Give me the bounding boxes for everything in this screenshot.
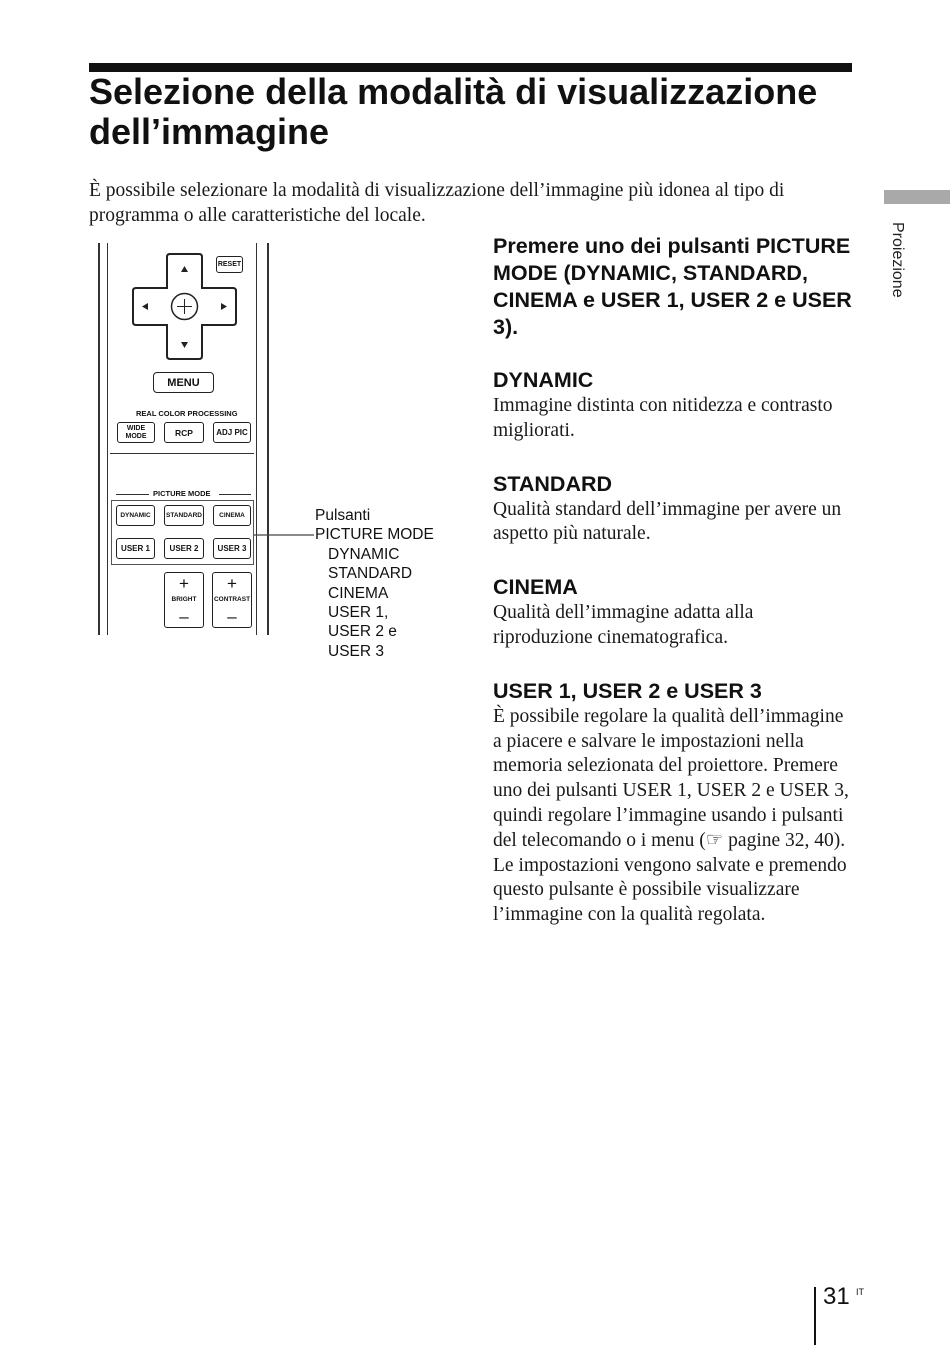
picture-mode-rule-left	[116, 494, 149, 495]
picture-mode-callout	[315, 506, 434, 661]
mode-dynamic	[493, 367, 853, 444]
page-number: 31	[823, 1283, 850, 1310]
contrast-plus-icon: +	[227, 574, 237, 593]
user3-button[interactable]: USER 3	[213, 538, 251, 559]
wide-mode-line2: MODE	[125, 432, 147, 440]
contrast-label: CONTRAST	[213, 596, 251, 603]
dynamic-button[interactable]: DYNAMIC	[116, 505, 155, 526]
adj-pic-button[interactable]: ADJ PIC	[213, 422, 251, 443]
bright-label: BRIGHT	[171, 596, 197, 603]
callout-line-8: USER 3	[328, 642, 384, 660]
intro-paragraph: È possibile selezionare la modalità di visualizzazione dell’immagine più idonea al tipo di programma o alle caratteristiche del locale.	[89, 180, 785, 226]
mode-heading: DYNAMIC	[493, 368, 594, 392]
callout-leader-line	[250, 525, 320, 550]
picture-mode-rule-right	[219, 494, 251, 495]
wide-mode-line1: WIDE	[126, 425, 146, 432]
user1-button[interactable]: USER 1	[116, 538, 155, 559]
mode-description: È possibile regolare la qualità dell’immagine a piacere e salvare le impostazioni nella memoria selezionata del proiettore. Premere uno dei pulsanti USER 1, USER 2 e USER 3, quindi regolare l’immagine usando i pulsanti del telecomando o i menu (☞ pagine 32, 40). Le impostazioni vengono salvate e premendo questo pulsante è possibile visualizzare l’immagine con la qualità regolata.	[493, 705, 849, 926]
page-number-rule	[814, 1287, 816, 1345]
rcp-section-label: REAL COLOR PROCESSING	[136, 409, 238, 418]
rcp-button[interactable]: RCP	[164, 422, 204, 443]
instruction-heading: Premere uno dei pulsanti PICTURE MODE (DYNAMIC, STANDARD, CINEMA e USER 1, USER 2 e USER 3).	[493, 234, 852, 339]
remote-control-illustration	[96, 243, 276, 635]
menu-button[interactable]: MENU	[153, 372, 214, 393]
remote-left-inner-edge	[107, 243, 108, 635]
page-language-code: IT	[856, 1287, 864, 1297]
callout-line-4: STANDARD	[328, 565, 413, 583]
bright-minus-icon: –	[179, 607, 189, 626]
mode-description: Immagine distinta con nitidezza e contrasto migliorati.	[493, 395, 833, 441]
callout-line-6: USER 1,	[328, 604, 389, 622]
mode-heading: STANDARD	[493, 471, 613, 496]
callout-line-7: USER 2 e	[328, 623, 397, 641]
page-title: Selezione della modalità di visualizzazione dell’immagine	[89, 71, 818, 152]
callout-line-2: PICTURE MODE	[315, 526, 434, 544]
cinema-button[interactable]: CINEMA	[213, 505, 251, 526]
instructions-column	[493, 233, 853, 928]
callout-line-5: CINEMA	[328, 584, 389, 602]
remote-right-inner-edge	[256, 243, 257, 635]
callout-line-1: Pulsanti	[315, 507, 371, 524]
mode-description: Qualità standard dell’immagine per avere un aspetto più naturale.	[493, 498, 842, 545]
remote-right-edge	[267, 243, 269, 635]
contrast-rocker[interactable]	[212, 572, 252, 628]
mode-heading: USER 1, USER 2 e USER 3	[493, 678, 762, 703]
mode-description: Qualità dell’immagine adatta alla riproduzione cinematografica.	[493, 602, 754, 648]
callout-line-3: DYNAMIC	[328, 545, 400, 563]
panel-divider	[110, 453, 254, 454]
contrast-minus-icon: –	[227, 607, 237, 626]
mode-standard	[493, 471, 853, 548]
reset-button[interactable]: RESET	[216, 256, 243, 273]
wide-mode-button[interactable]	[117, 422, 155, 443]
bright-rocker[interactable]	[164, 572, 204, 628]
remote-left-edge	[98, 243, 100, 635]
standard-button[interactable]: STANDARD	[164, 505, 204, 526]
mode-cinema	[493, 574, 853, 651]
section-tab-label: Proiezione	[889, 222, 906, 298]
user2-button[interactable]: USER 2	[164, 538, 204, 559]
mode-user	[493, 678, 853, 928]
mode-heading: CINEMA	[493, 575, 578, 600]
section-tab-marker	[884, 190, 950, 204]
picture-mode-section-label: PICTURE MODE	[153, 489, 211, 498]
bright-plus-icon: +	[179, 574, 189, 593]
